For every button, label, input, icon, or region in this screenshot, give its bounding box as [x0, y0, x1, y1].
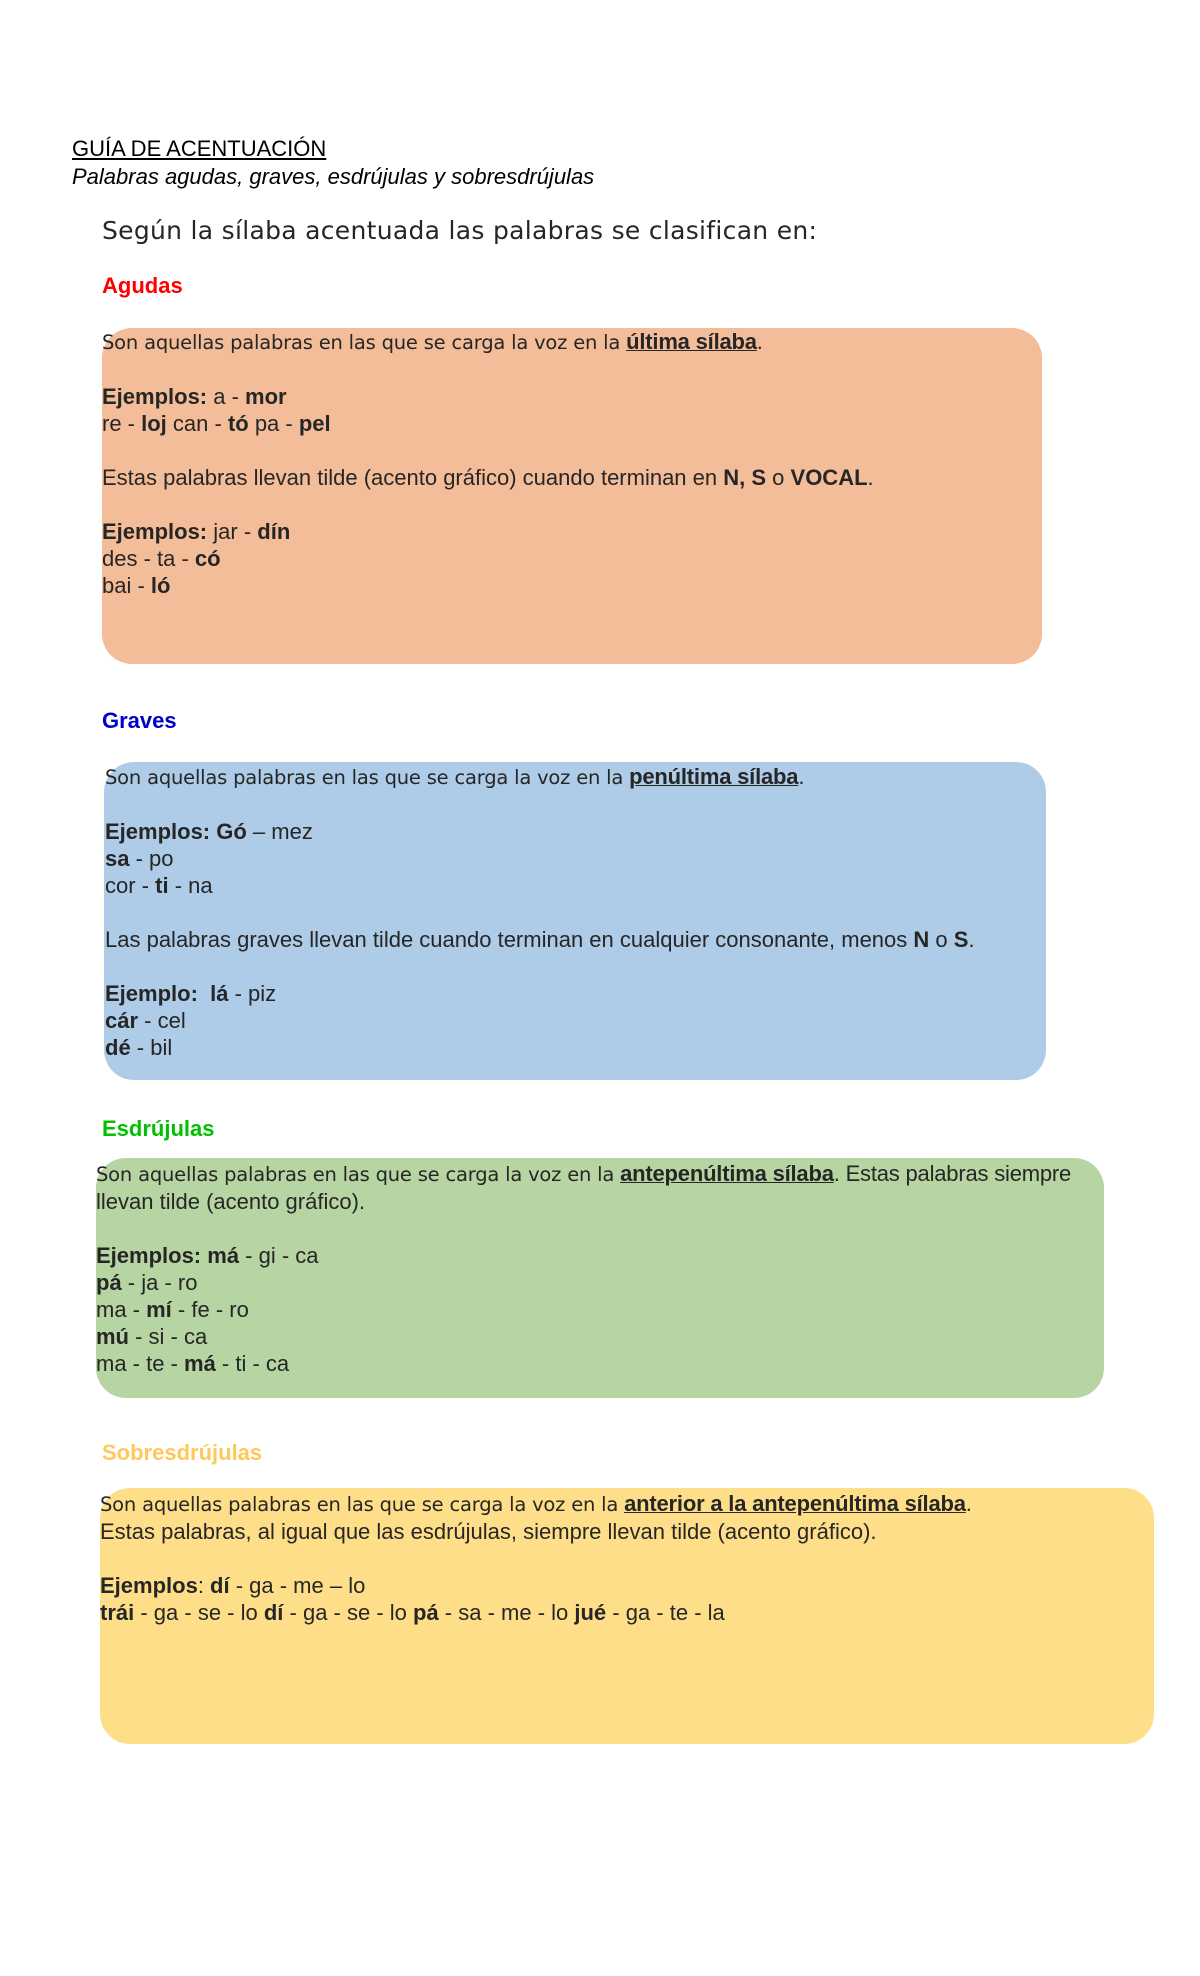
- graves-examples-line: Ejemplo: lá - piz: [105, 981, 277, 1006]
- esdrujulas-content: [96, 1160, 1106, 1377]
- agudas-examples-line: Ejemplos: a - mor: [102, 384, 287, 409]
- agudas-key-term: última sílaba: [626, 329, 757, 354]
- agudas-heading: Agudas: [102, 273, 183, 298]
- intro-text: Según la sílaba acentuada las palabras se clasifican en:: [102, 216, 818, 245]
- graves-examples-line: dé - bil: [105, 1035, 173, 1060]
- agudas-content: [102, 328, 1042, 599]
- esdrujulas-examples-line: Ejemplos: má - gi - ca: [96, 1243, 319, 1268]
- graves-examples-line: Ejemplos: Gó – mez: [105, 819, 313, 844]
- agudas-examples-line: Ejemplos: jar - dín: [102, 519, 291, 544]
- agudas-examples-line: bai - ló: [102, 573, 171, 598]
- graves-definition: Son aquellas palabras en las que se carga la voz en la penúltima sílaba.: [105, 764, 805, 789]
- graves-key-term: penúltima sílaba: [629, 764, 799, 789]
- sobresdrujulas-definition: Son aquellas palabras en las que se carga la voz en la anterior a la antepenúltima sílaba.: [100, 1491, 972, 1516]
- page-subtitle: Palabras agudas, graves, esdrújulas y sobresdrújulas: [72, 164, 595, 189]
- esdrujulas-definition-line2: llevan tilde (acento gráfico).: [96, 1189, 366, 1214]
- graves-examples-line: sa - po: [105, 846, 174, 871]
- esdrujulas-examples-line: ma - te - má - ti - ca: [96, 1351, 290, 1376]
- graves-heading: Graves: [102, 708, 177, 733]
- esdrujulas-examples-line: ma - mí - fe - ro: [96, 1297, 249, 1322]
- esdrujulas-heading: Esdrújulas: [102, 1116, 215, 1141]
- agudas-rule: Estas palabras llevan tilde (acento gráfico) cuando terminan en N, S o VOCAL.: [102, 465, 874, 490]
- esdrujulas-examples-line: pá - ja - ro: [96, 1270, 198, 1295]
- esdrujulas-examples-line: mú - si - ca: [96, 1324, 208, 1349]
- page-title: GUÍA DE ACENTUACIÓN: [72, 136, 327, 161]
- graves-content: [105, 763, 1047, 1061]
- sobresdrujulas-examples-line: Ejemplos: dí - ga - me – lo: [100, 1573, 366, 1598]
- sobresdrujulas-examples-line: trái - ga - se - lo dí - ga - se - lo pá - sa - me - lo jué - ga - te - la: [100, 1600, 725, 1625]
- agudas-definition: Son aquellas palabras en las que se carga la voz en la última sílaba.: [102, 329, 763, 354]
- sobresdrujulas-definition-line2: Estas palabras, al igual que las esdrújulas, siempre llevan tilde (acento gráfico).: [100, 1519, 877, 1544]
- sobresdrujulas-key-term: anterior a la antepenúltima sílaba: [624, 1491, 966, 1516]
- agudas-examples-line: des - ta - có: [102, 546, 221, 571]
- esdrujulas-definition: Son aquellas palabras en las que se carga la voz en la antepenúltima sílaba. Estas palabras siempre: [96, 1161, 1072, 1186]
- sobresdrujulas-heading: Sobresdrújulas: [102, 1440, 263, 1465]
- agudas-examples-line: re - loj can - tó pa - pel: [102, 411, 331, 436]
- graves-examples-line: cár - cel: [105, 1008, 186, 1033]
- graves-examples-line: cor - ti - na: [105, 873, 213, 898]
- graves-rule: Las palabras graves llevan tilde cuando terminan en cualquier consonante, menos N o S.: [105, 927, 975, 952]
- sobresdrujulas-content: [100, 1490, 1154, 1626]
- esdrujulas-key-term: antepenúltima sílaba: [620, 1161, 834, 1186]
